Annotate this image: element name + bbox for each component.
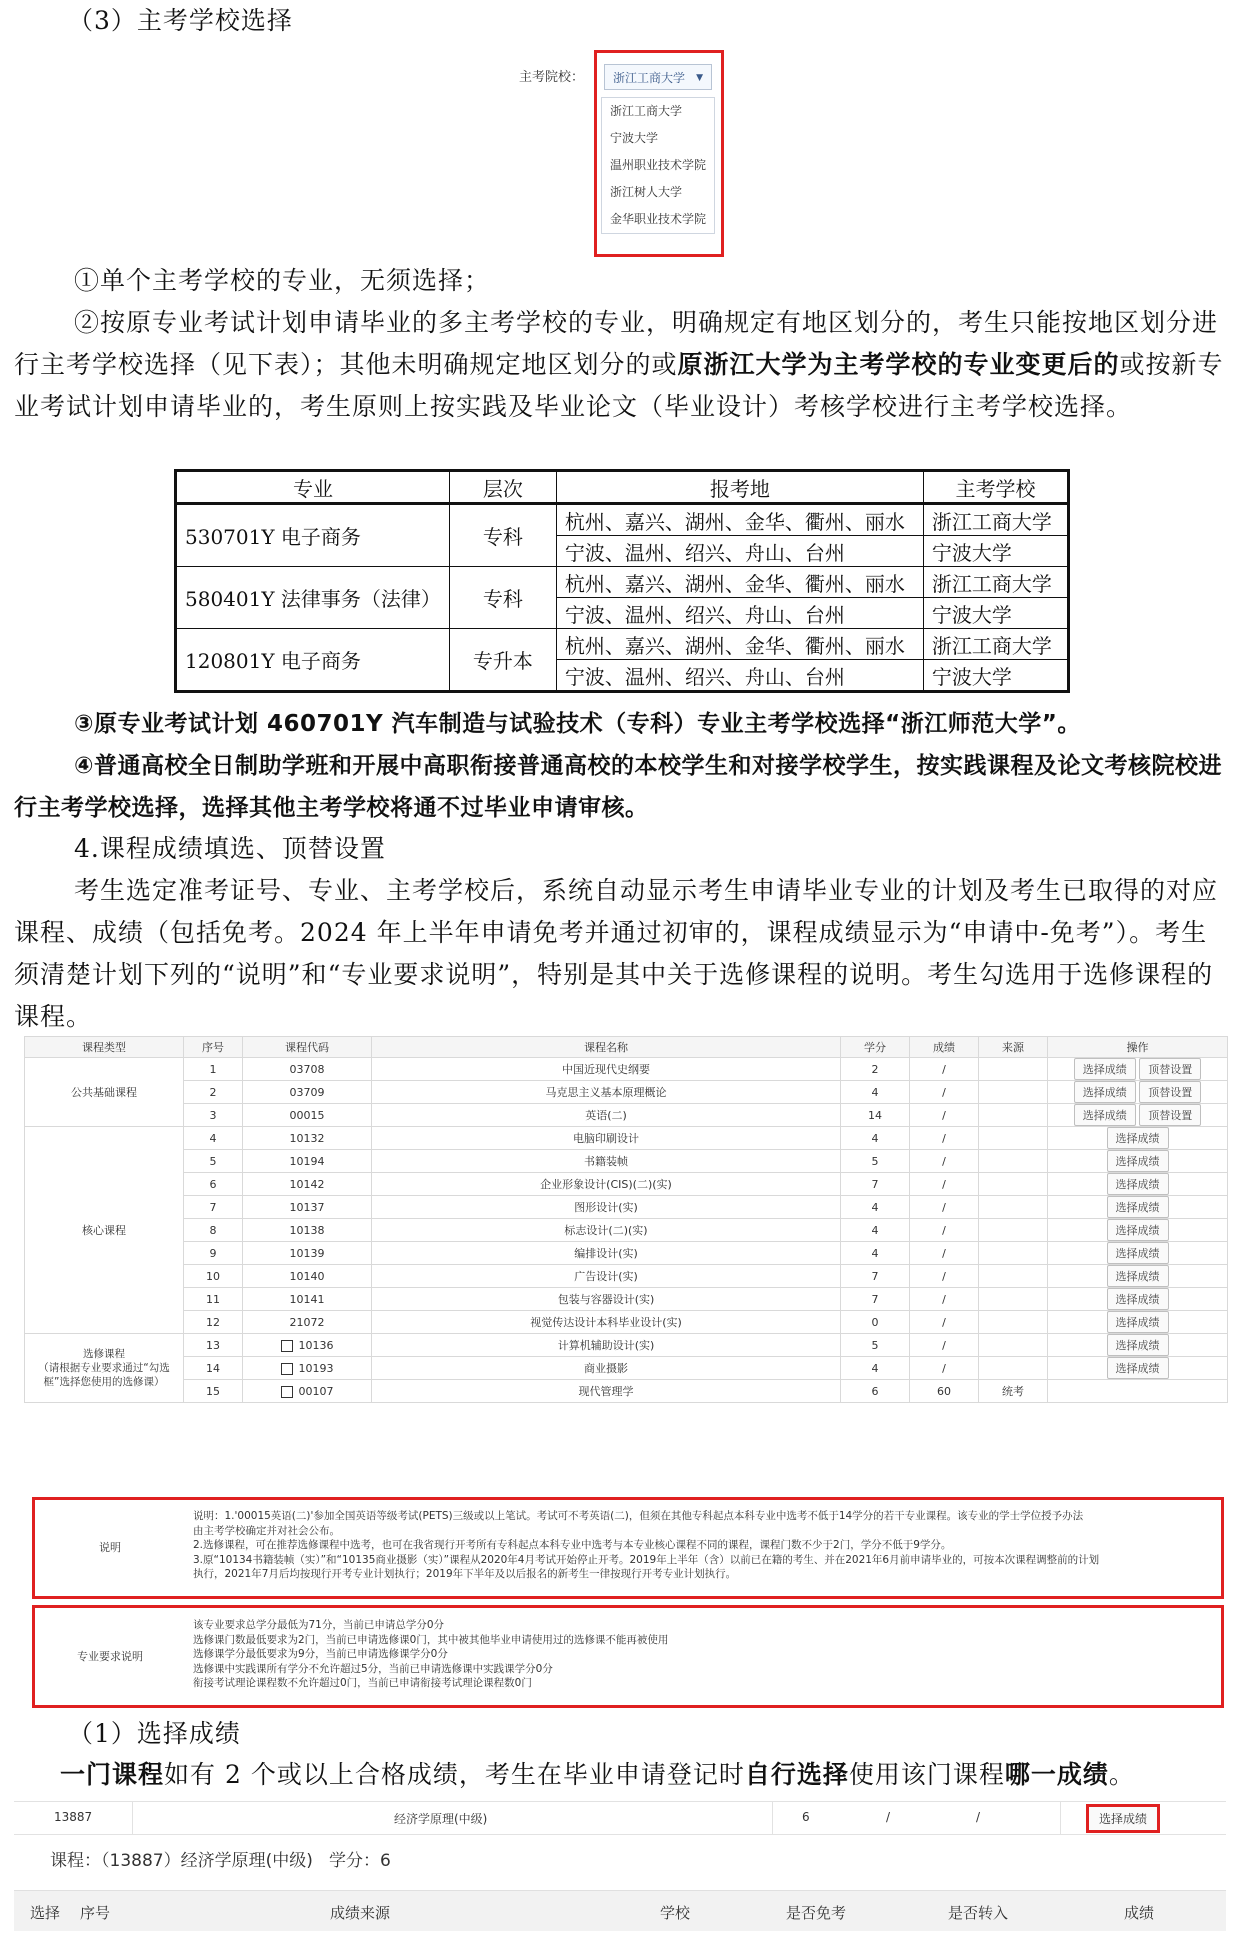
course-type-cell: 核心课程 xyxy=(25,1127,184,1334)
area-cell: 宁波、温州、绍兴、舟山、台州 xyxy=(556,660,923,692)
credit-cell: 0 xyxy=(841,1311,910,1334)
score-cell: / xyxy=(910,1081,979,1104)
name-cell: 中国近现代史纲要 xyxy=(372,1058,841,1081)
requirement-line: 选修课学分最低要求为9分，当前已申请选修课学分0分 xyxy=(193,1648,448,1660)
code-text: 00107 xyxy=(298,1384,334,1398)
action-cell xyxy=(1048,1127,1228,1150)
credit-cell: 7 xyxy=(841,1173,910,1196)
table-row xyxy=(25,1219,1228,1242)
score-cell: / xyxy=(910,1150,979,1173)
action-cell xyxy=(1048,1265,1228,1288)
action-cell xyxy=(1048,1357,1228,1380)
credit-cell: 5 xyxy=(841,1150,910,1173)
rule-3: ③原专业考试计划 460701Y 汽车制造与试验技术（专科）专业主考学校选择“浙江师范大学”。 xyxy=(74,711,1081,737)
source-cell xyxy=(979,1173,1048,1196)
col-header: 报考地 xyxy=(556,471,923,504)
score-cell: 60 xyxy=(910,1380,979,1403)
source-cell xyxy=(979,1150,1048,1173)
major-cell: 530701Y 电子商务 xyxy=(176,504,450,567)
area-cell: 杭州、嘉兴、湖州、金华、衢州、丽水 xyxy=(556,567,923,598)
select-score-button[interactable]: 选择成绩 xyxy=(1107,1242,1169,1264)
select-score-button[interactable]: 选择成绩 xyxy=(1107,1288,1169,1310)
col-header: 专业 xyxy=(176,471,450,504)
code-text: 10193 xyxy=(298,1361,334,1375)
section-4-title: 4.课程成绩填选、顶替设置 xyxy=(74,834,386,863)
dropdown-label: 主考院校： xyxy=(519,70,585,85)
elective-checkbox[interactable] xyxy=(281,1386,293,1398)
code-cell xyxy=(243,1380,372,1403)
table-row xyxy=(25,1150,1228,1173)
col-header: 操作 xyxy=(1048,1037,1228,1058)
rule-2 xyxy=(14,302,1228,428)
name-cell: 图形设计(实) xyxy=(372,1196,841,1219)
select-score-button[interactable]: 选择成绩 xyxy=(1107,1219,1169,1241)
score-cell: / xyxy=(910,1242,979,1265)
code-cell xyxy=(243,1357,372,1380)
col-header: 成绩来源 xyxy=(330,1904,391,1922)
sub-1-bold-a: 一门课程 xyxy=(60,1760,165,1789)
select-score-button[interactable]: 选择成绩 xyxy=(1107,1334,1169,1356)
select-score-button[interactable]: 选择成绩 xyxy=(1107,1173,1169,1195)
source-cell xyxy=(979,1357,1048,1380)
name-cell: 标志设计(二)(实) xyxy=(372,1219,841,1242)
score-cell: / xyxy=(910,1127,979,1150)
col-header: 主考学校 xyxy=(923,471,1068,504)
no-cell: 9 xyxy=(184,1242,243,1265)
course-score: / xyxy=(886,1810,891,1824)
school-cell: 宁波大学 xyxy=(923,598,1068,629)
select-score-button[interactable]: 选择成绩 xyxy=(1107,1127,1169,1149)
course-table xyxy=(24,1036,1228,1403)
rule-2-part-a: ②按原专业考试计划申请毕业的多主考学校的专业，明确规定有地区划分的，考生只能按地区划分进行主考学校选择（见下表）；其他未明确规定地区划分的或 xyxy=(14,308,1219,379)
table-row xyxy=(25,1380,1228,1403)
table-row xyxy=(176,567,1069,598)
action-cell xyxy=(1048,1311,1228,1334)
divider xyxy=(132,1802,133,1834)
school-options-list xyxy=(601,97,715,234)
action-cell xyxy=(1048,1173,1228,1196)
course-row xyxy=(14,1801,1226,1835)
table-row xyxy=(25,1288,1228,1311)
select-score-button[interactable]: 选择成绩 xyxy=(1107,1357,1169,1379)
col-header: 序号 xyxy=(80,1904,111,1922)
school-cell: 宁波大学 xyxy=(923,660,1068,692)
note-line: 2.选修课程，可在推荐选修课程中选考，也可在我省现行开考所有专科起点本科专业中选考与本专业核心课程不同的课程，课程门数不少于2门，学分不低于9学分。 xyxy=(193,1539,952,1551)
sub-1-bold-c: 自行选择 xyxy=(744,1760,849,1789)
note-line: 由主考学校确定并对社会公布。 xyxy=(193,1524,340,1537)
no-cell: 5 xyxy=(184,1150,243,1173)
sub-1-body xyxy=(60,1754,1228,1796)
no-cell: 1 xyxy=(184,1058,243,1081)
action-cell xyxy=(1048,1334,1228,1357)
action-cell xyxy=(1048,1380,1228,1403)
code-cell: 03708 xyxy=(243,1058,372,1081)
credit-cell: 6 xyxy=(841,1380,910,1403)
col-header: 成绩 xyxy=(1124,1904,1155,1922)
note-line: 执行，2021年7月后均按现行开考专业计划执行；2019年下半年及以后报名的新考生一律按现行开考专业计划执行。 xyxy=(193,1568,737,1580)
course-type-cell xyxy=(25,1334,184,1403)
source-cell xyxy=(979,1242,1048,1265)
code-cell: 00015 xyxy=(243,1104,372,1127)
course-code: 13887 xyxy=(54,1810,93,1824)
no-cell: 11 xyxy=(184,1288,243,1311)
major-cell: 580401Y 法律事务（法律） xyxy=(176,567,450,629)
code-text: 10136 xyxy=(298,1338,334,1352)
elective-type-line: （请根据专业要求通过“勾选 xyxy=(38,1362,170,1374)
source-cell xyxy=(979,1288,1048,1311)
code-cell: 10141 xyxy=(243,1288,372,1311)
note-label: 说明 xyxy=(99,1541,121,1554)
name-cell: 书籍装帧 xyxy=(372,1150,841,1173)
col-header: 是否转入 xyxy=(948,1904,1009,1922)
select-score-button[interactable]: 选择成绩 xyxy=(1107,1311,1169,1333)
credit-cell: 4 xyxy=(841,1081,910,1104)
name-cell: 视觉传达设计本科毕业设计(实) xyxy=(372,1311,841,1334)
name-cell: 计算机辅助设计(实) xyxy=(372,1334,841,1357)
requirement-line: 衔接考试理论课程数不允许超过0门，当前已申请衔接考试理论课程数0门 xyxy=(193,1677,532,1689)
rule-2-part-c: 或按新专业考试计划申请毕业的，考生原则上按实践及毕业论文（毕业设计）考核学校进行主考学校选择。 xyxy=(14,350,1224,421)
action-cell xyxy=(1048,1081,1228,1104)
name-cell: 电脑印刷设计 xyxy=(372,1127,841,1150)
col-header: 层次 xyxy=(449,471,556,504)
school-select[interactable] xyxy=(604,64,712,90)
source-cell xyxy=(979,1104,1048,1127)
col-header: 课程代码 xyxy=(243,1037,372,1058)
school-cell: 浙江工商大学 xyxy=(923,629,1068,660)
col-header: 学校 xyxy=(660,1904,691,1922)
dropdown-highlight-box xyxy=(594,50,724,257)
divider xyxy=(772,1802,773,1834)
rule-1: ①单个主考学校的专业，无须选择； xyxy=(74,266,491,295)
table-row xyxy=(176,629,1069,660)
select-score-button[interactable]: 选择成绩 xyxy=(1086,1804,1160,1833)
level-cell: 专科 xyxy=(449,567,556,629)
sub-1-text-b: 如有 2 个或以上合格成绩，考生在毕业申请登记时 xyxy=(164,1760,745,1789)
score-cell: / xyxy=(910,1311,979,1334)
name-cell: 马克思主义基本原理概论 xyxy=(372,1081,841,1104)
elective-checkbox[interactable] xyxy=(281,1363,293,1375)
elective-checkbox[interactable] xyxy=(281,1340,293,1352)
select-score-button[interactable]: 选择成绩 xyxy=(1107,1196,1169,1218)
course-caption: 课程：（13887）经济学原理(中级) 学分：6 xyxy=(50,1851,391,1871)
no-cell: 14 xyxy=(184,1357,243,1380)
code-cell: 10139 xyxy=(243,1242,372,1265)
no-cell: 2 xyxy=(184,1081,243,1104)
requirements-label: 专业要求说明 xyxy=(77,1650,143,1663)
table-row xyxy=(25,1058,1228,1081)
credit-cell: 2 xyxy=(841,1058,910,1081)
credit-cell: 4 xyxy=(841,1127,910,1150)
action-cell xyxy=(1048,1242,1228,1265)
select-score-button[interactable]: 选择成绩 xyxy=(1107,1265,1169,1287)
table-row xyxy=(25,1196,1228,1219)
action-cell xyxy=(1048,1058,1228,1081)
table-row xyxy=(25,1173,1228,1196)
code-cell xyxy=(243,1334,372,1357)
credit-cell: 14 xyxy=(841,1104,910,1127)
name-cell: 广告设计(实) xyxy=(372,1265,841,1288)
select-score-button[interactable]: 选择成绩 xyxy=(1107,1150,1169,1172)
level-cell: 专科 xyxy=(449,504,556,567)
area-cell: 宁波、温州、绍兴、舟山、台州 xyxy=(556,598,923,629)
no-cell: 15 xyxy=(184,1380,243,1403)
select-score-button[interactable]: 选择成绩 xyxy=(1074,1081,1136,1103)
no-cell: 13 xyxy=(184,1334,243,1357)
source-cell xyxy=(979,1219,1048,1242)
credit-cell: 4 xyxy=(841,1242,910,1265)
school-option[interactable]: 温州职业技术学院 xyxy=(610,158,707,172)
note-line: 说明：1.'00015英语(二)'参加全国英语等级考试(PETS)三级或以上笔试。考试可不考英语(二)，但须在其他专科起点本科专业中选考不低于14学分的若干专业课程。该专业的学士学位授予办法 xyxy=(193,1510,1084,1522)
school-option[interactable]: 金华职业技术学院 xyxy=(610,212,707,226)
course-type-cell: 公共基础课程 xyxy=(25,1058,184,1127)
chevron-down-icon: ▼ xyxy=(696,73,703,83)
code-cell: 10132 xyxy=(243,1127,372,1150)
table-row xyxy=(176,504,1069,536)
name-cell: 商业摄影 xyxy=(372,1357,841,1380)
note-text xyxy=(193,1509,1215,1582)
source-cell xyxy=(979,1311,1048,1334)
course-credit: 6 xyxy=(802,1810,810,1824)
source-cell xyxy=(979,1265,1048,1288)
source-cell xyxy=(979,1334,1048,1357)
code-cell: 10142 xyxy=(243,1173,372,1196)
col-header: 选择 xyxy=(30,1904,61,1922)
requirement-line: 选修课中实践课所有学分不允许超过5分，当前已申请选修课中实践课学分0分 xyxy=(193,1662,553,1675)
code-cell: 10194 xyxy=(243,1150,372,1173)
score-cell: / xyxy=(910,1288,979,1311)
school-cell: 宁波大学 xyxy=(923,536,1068,567)
rule-2-bold: 原浙江大学为主考学校的专业变更后的 xyxy=(677,350,1120,379)
name-cell: 编排设计(实) xyxy=(372,1242,841,1265)
code-cell: 21072 xyxy=(243,1311,372,1334)
sub-1-text-f: 。 xyxy=(1108,1760,1135,1789)
table-row xyxy=(25,1242,1228,1265)
area-cell: 杭州、嘉兴、湖州、金华、衢州、丽水 xyxy=(556,629,923,660)
school-cell: 浙江工商大学 xyxy=(923,567,1068,598)
school-option[interactable]: 浙江树人大学 xyxy=(610,185,683,199)
requirement-line: 选修课门数最低要求为2门，当前已申请选修课0门，其中被其他毕业申请使用过的选修课不能再被使用 xyxy=(193,1633,669,1646)
divider xyxy=(1060,1802,1061,1834)
major-cell: 120801Y 电子商务 xyxy=(176,629,450,692)
table-row xyxy=(25,1127,1228,1150)
elective-type-line: 选修课程 xyxy=(83,1348,125,1360)
code-cell: 10140 xyxy=(243,1265,372,1288)
source-cell: 统考 xyxy=(979,1380,1048,1403)
credit-cell: 4 xyxy=(841,1357,910,1380)
school-cell: 浙江工商大学 xyxy=(923,504,1068,536)
name-cell: 英语(二) xyxy=(372,1104,841,1127)
code-cell: 10138 xyxy=(243,1219,372,1242)
name-cell: 企业形象设计(CIS)(二)(实) xyxy=(372,1173,841,1196)
source-cell xyxy=(979,1196,1048,1219)
sub-1-title: （1）选择成绩 xyxy=(68,1719,241,1748)
section-3-title: （3）主考学校选择 xyxy=(68,6,293,35)
table-row xyxy=(25,1357,1228,1380)
area-cell: 杭州、嘉兴、湖州、金华、衢州、丽水 xyxy=(556,504,923,536)
credit-cell: 7 xyxy=(841,1265,910,1288)
col-header: 序号 xyxy=(184,1037,243,1058)
col-header: 课程名称 xyxy=(372,1037,841,1058)
score-table-header xyxy=(14,1890,1226,1931)
note-line: 3.原“10134书籍装帧（实）”和“10135商业摄影（实）”课程从2020年4月考试开始停止开考。2019年上半年（含）以前已在籍的考生、并在2021年6月前申请毕业的，可按本次课程调整前的计划 xyxy=(193,1553,1100,1566)
select-score-button[interactable]: 选择成绩 xyxy=(1074,1104,1136,1126)
table-row xyxy=(25,1081,1228,1104)
no-cell: 7 xyxy=(184,1196,243,1219)
no-cell: 6 xyxy=(184,1173,243,1196)
level-cell: 专升本 xyxy=(449,629,556,692)
course-source: / xyxy=(976,1810,981,1824)
credit-cell: 4 xyxy=(841,1219,910,1242)
credit-cell: 4 xyxy=(841,1196,910,1219)
code-cell: 03709 xyxy=(243,1081,372,1104)
replace-setting-button[interactable]: 顶替设置 xyxy=(1139,1058,1201,1080)
col-header: 学分 xyxy=(841,1037,910,1058)
requirement-line: 该专业要求总学分最低为71分，当前已申请总学分0分 xyxy=(193,1619,445,1631)
score-cell: / xyxy=(910,1058,979,1081)
score-cell: / xyxy=(910,1104,979,1127)
score-cell: / xyxy=(910,1265,979,1288)
col-header: 课程类型 xyxy=(25,1037,184,1058)
action-cell xyxy=(1048,1196,1228,1219)
course-name: 经济学原理(中级) xyxy=(394,1812,488,1826)
table-row xyxy=(25,1104,1228,1127)
no-cell: 4 xyxy=(184,1127,243,1150)
source-cell xyxy=(979,1081,1048,1104)
school-option[interactable]: 浙江工商大学 xyxy=(610,104,683,118)
no-cell: 8 xyxy=(184,1219,243,1242)
no-cell: 3 xyxy=(184,1104,243,1127)
action-cell xyxy=(1048,1288,1228,1311)
replace-setting-button[interactable]: 顶替设置 xyxy=(1139,1104,1201,1126)
sub-1-bold-e: 哪一成绩 xyxy=(1004,1760,1109,1789)
score-cell: / xyxy=(910,1219,979,1242)
action-cell xyxy=(1048,1104,1228,1127)
credit-cell: 7 xyxy=(841,1288,910,1311)
source-cell xyxy=(979,1058,1048,1081)
table-row xyxy=(25,1334,1228,1357)
score-cell: / xyxy=(910,1334,979,1357)
source-cell xyxy=(979,1127,1048,1150)
table-row xyxy=(25,1265,1228,1288)
school-select-value: 浙江工商大学 xyxy=(613,71,686,85)
col-header: 成绩 xyxy=(910,1037,979,1058)
major-requirements-box xyxy=(32,1605,1224,1708)
elective-type-line: 框”选择您使用的选修课） xyxy=(43,1376,165,1388)
school-option[interactable]: 宁波大学 xyxy=(610,131,659,145)
region-school-table xyxy=(174,469,1070,693)
select-score-button[interactable]: 选择成绩 xyxy=(1074,1058,1136,1080)
name-cell: 现代管理学 xyxy=(372,1380,841,1403)
action-cell xyxy=(1048,1150,1228,1173)
note-box xyxy=(32,1497,1224,1599)
no-cell: 12 xyxy=(184,1311,243,1334)
action-cell xyxy=(1048,1219,1228,1242)
name-cell: 包装与容器设计(实) xyxy=(372,1288,841,1311)
score-cell: / xyxy=(910,1357,979,1380)
col-header: 来源 xyxy=(979,1037,1048,1058)
rule-4: ④普通高校全日制助学班和开展中高职衔接普通高校的本校学生和对接学校学生，按实践课程及论文考核院校进行主考学校选择，选择其他主考学校将通不过毕业申请审核。 xyxy=(14,753,1222,821)
score-cell: / xyxy=(910,1196,979,1219)
table-row xyxy=(25,1311,1228,1334)
no-cell: 10 xyxy=(184,1265,243,1288)
score-cell: / xyxy=(910,1173,979,1196)
credit-cell: 5 xyxy=(841,1334,910,1357)
requirements-text xyxy=(193,1618,1215,1691)
col-header: 是否免考 xyxy=(786,1904,847,1922)
area-cell: 宁波、温州、绍兴、舟山、台州 xyxy=(556,536,923,567)
code-cell: 10137 xyxy=(243,1196,372,1219)
section-4-body: 考生选定准考证号、专业、主考学校后，系统自动显示考生申请毕业专业的计划及考生已取得的对应课程、成绩（包括免考。2024 年上半年申请免考并通过初审的，课程成绩显示为“申请中-免考”）。考生须清楚计划下列的“说明”和“专业要求说明”，特别是其中关于选修课程的说明。考生勾选用于选修课程的课程。 xyxy=(14,876,1219,1031)
replace-setting-button[interactable]: 顶替设置 xyxy=(1139,1081,1201,1103)
sub-1-text-d: 使用该门课程 xyxy=(848,1760,1005,1789)
